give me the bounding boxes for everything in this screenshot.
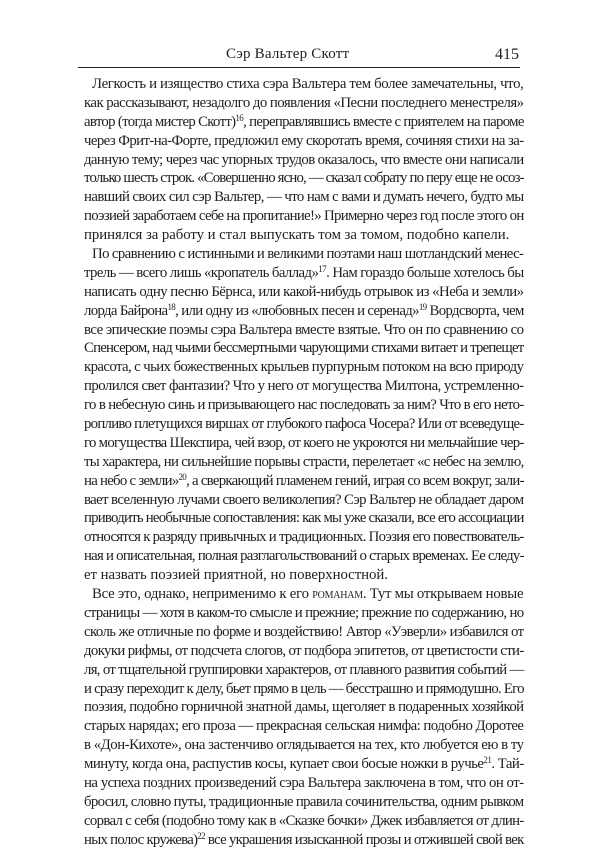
text-run: написать одну песню Бёрнса, или какой-нибудь отрывок из «Неба и земли» [84,283,524,300]
text-line [84,321,524,340]
text-line [84,661,524,680]
text-line [84,226,520,245]
text-line [84,434,524,453]
text-run: как рассказывают, незадолго до появления «Песни последнего менестреля» [84,94,524,111]
text-run: относятся к разряду привычных и традиционных. Поэзия его повествователь- [84,529,524,546]
text-run: красота, с чьих божественных крыльев пурпурным потоком на всю природу [84,359,524,376]
text-line [84,339,524,358]
text-run: принялся за работу и стал выпускать том за томом, подобно капели. [84,227,510,244]
text-line [84,642,524,661]
text-run: сколь же отличные по форме и воздействию! Автор «Уэверли» избавился от [84,623,524,640]
text-line [84,188,524,207]
text-line [84,585,524,604]
text-run: докуки рифмы, от подсчета слогов, от подбора эпитетов, от цветистости сти- [84,642,524,659]
text-line [84,301,524,321]
footnote-ref: 18 [167,301,176,312]
text-run: ет назвать поэзией приятной, но поверхностной. [84,567,388,584]
text-line [84,566,520,585]
text-line [84,528,524,547]
text-run: старых нарядах; его проза — прекрасная сельская нимфа: подобно Доротее [84,718,524,735]
text-run: Легкость и изящество стиха сэра Вальтера тем более замечательны, что, [92,76,524,92]
text-run: По сравнению с истинными и великими поэтами наш шотландский менес- [92,246,524,263]
text-run: страницы — хотя в каком-то смысле и прежние; прежние по содержанию, но [84,604,524,621]
text-run: трель — всего лишь «кропатель баллад» [84,264,319,281]
running-header-title: Сэр Вальтер Скотт [226,46,350,62]
text-run: бросил, словно путы, традиционные правила сочинительства, одним рывком [84,793,524,810]
text-line [84,415,524,434]
text-line [84,491,524,510]
text-line [84,717,524,736]
text-run: , или одну из «любовных песен и серенад» [175,302,419,319]
text-line [84,812,524,831]
header-rule [78,67,520,68]
text-line [84,377,524,396]
text-line [84,75,524,94]
text-run: . Тут мы открываем новые [362,586,524,603]
page-number: 415 [495,46,519,63]
text-line [84,453,524,472]
text-run: на успеха поздних произведений сэра Вальтера заключена в том, что он от- [84,774,524,791]
text-line [84,132,524,151]
text-line [84,680,524,699]
text-line [84,245,524,264]
text-run: поэзией заработаем себе на пропитание!» Примерно через год после этого он [84,208,524,225]
text-line [84,604,524,623]
text-line [84,169,524,188]
small-caps-word: романам [312,586,363,603]
text-run: через Фрит-на-Форте, предложил ему скоротать время, сочиняя стихи на за- [84,132,524,149]
text-run: ропливо плетущихся виршах от глубокого пафоса Чосера? Или от всеведуще- [84,416,524,433]
text-line [84,396,524,415]
text-run: только шесть строк. «Совершенно ясно, — сказал собрату по перу еще не осоз- [84,170,524,187]
text-run: ты характера, ни сильнейшие порывы страсти, перелетает «с небес на землю, [84,453,524,470]
text-run: минуту, когда она, распустив косы, купает свои босые ножки в ручье [84,756,484,773]
text-line [84,94,524,113]
text-line [84,793,524,812]
text-run: все украшения изысканной прозы и отжившей свой век [204,831,524,848]
text-run: и сразу переходит к делу, бьет прямо в цель — бесстрашно и прямодушно. Его [84,680,524,697]
text-run: поэзия, подобно горничной знатной дамы, щеголяет в подаренных хозяйкой [84,699,524,716]
text-run: . Тай- [491,756,524,773]
text-line [84,263,524,283]
text-run: в «Дон-Кихоте», она застенчиво оглядывается на тех, кто любуется ею в ту [84,737,524,754]
text-line [84,207,524,226]
text-line [84,112,524,132]
text-run: , а сверкающий пламенем гений, играя со всем вокруг, зали- [186,472,524,489]
text-line [84,283,524,302]
body-text [84,75,524,850]
text-line [84,736,524,755]
text-line [84,623,524,642]
text-run: навший своих сил сэр Вальтер, — что нам с вами и думать нечего, будто мы [84,189,524,206]
text-line [84,774,524,793]
text-run: Все это, однако, неприменимо к его [92,586,313,603]
text-run: Спенсером, над чьими бессмертными чарующими стихами витает и трепещет [84,340,524,357]
footnote-ref: 20 [178,471,187,482]
text-run: ная и описательная, полная разглагольствований о старых временах. Ее следу- [84,548,524,565]
text-run: пролился свет фантазии? Что у него от могущества Милтона, устремленно- [84,378,524,395]
text-line [84,830,524,850]
text-run: го в небесную синь и призывающего нас последовать за ним? Что в его нето- [84,397,524,414]
footnote-ref: 16 [235,112,244,123]
text-line [84,471,524,491]
text-line [84,698,524,717]
text-run: лорда Байрона [84,302,168,319]
text-line [84,358,524,377]
text-run: приводить необычные сопоставления: как мы уже сказали, все его ассоциации [84,510,524,527]
footnote-ref: 19 [418,301,427,312]
text-run: го могущества Шекспира, чей взор, от коего не укроются ни мельчайшие чер- [84,434,524,451]
text-run: вает вселенную лучами своего великолепия? Сэр Вальтер не обладает даром [84,491,524,508]
text-run: , переправлявшись вместе с приятелем на пароме [243,113,524,130]
text-run: все эпические поэмы сэра Вальтера вместе взятые. Что он по сравнению со [84,321,524,338]
text-line [84,151,524,170]
text-run: ных полос кружева) [84,831,198,848]
text-run: ля, от тщательной группировки характеров, от плавного развития событий — [84,661,524,678]
text-line [84,509,524,528]
text-run: . Нам гораздо больше хотелось бы [326,264,524,281]
footnote-ref: 22 [197,830,205,841]
text-run: автор (тогда мистер Скотт) [84,113,236,130]
footnote-ref: 21 [483,755,492,766]
text-run: сорвал с себя (подобно тому как в «Сказке бочки» Джек избавляется от длин- [84,812,524,829]
text-run: на небо с земли» [84,472,179,489]
text-line [84,547,524,566]
text-run: данную тему; через час упорных трудов оказалось, что вместе они написали [84,151,524,168]
footnote-ref: 17 [318,263,327,274]
text-run: Вордсворта, чем [426,302,524,319]
